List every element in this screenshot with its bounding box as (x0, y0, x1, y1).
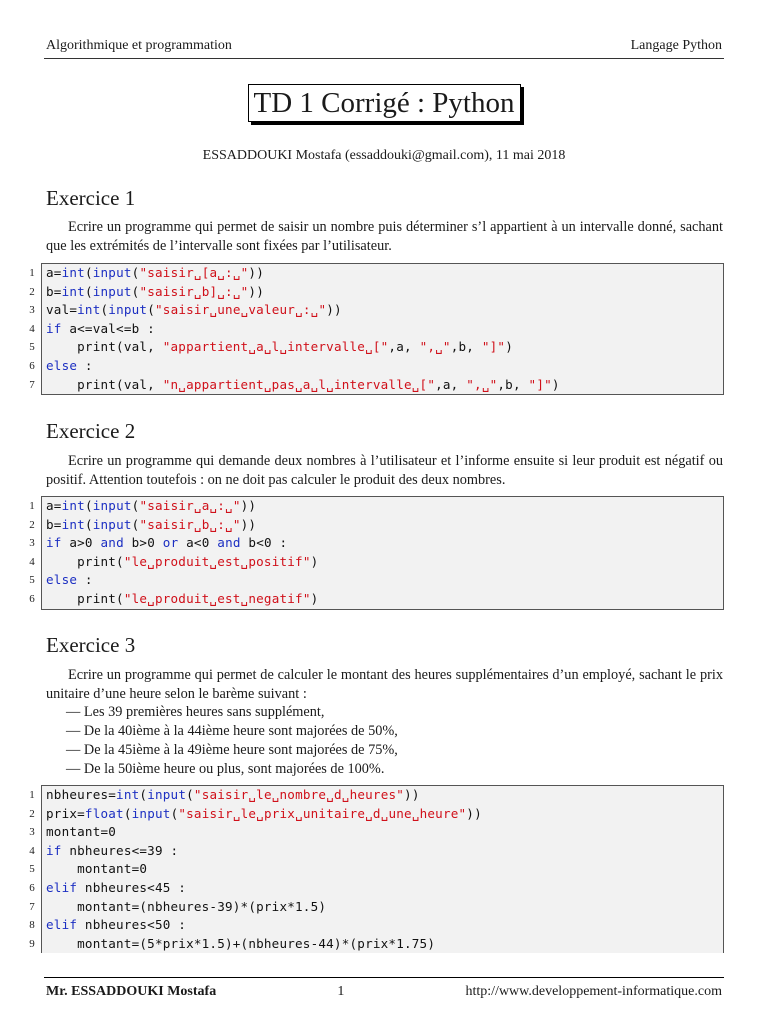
code-text: a<=val<=b : (61, 320, 155, 336)
line-number: 3 (29, 537, 35, 550)
code-string: ",␣" (419, 339, 451, 355)
code-text: nbheures<=39 : (61, 842, 179, 858)
code-text: )) (248, 265, 264, 280)
code-string: "saisir␣b␣:␣" (139, 516, 241, 532)
code-text: ) (310, 590, 319, 606)
list-item: — De la 50ième heure ou plus, sont majorées de 100%. (66, 761, 385, 777)
line-number: 9 (29, 937, 35, 950)
code-text: ( (147, 302, 156, 318)
code-string: "saisir␣le␣prix␣unitaire␣d␣une␣heure" (178, 805, 467, 821)
code-text: ( (84, 516, 93, 532)
code-text: ( (84, 265, 93, 280)
code-text: nbheures= (46, 787, 117, 802)
code-string: "]" (481, 339, 506, 355)
title-area (0, 84, 768, 122)
code-text: print( (46, 553, 124, 569)
code-text: )) (404, 787, 420, 802)
code-text: montant=(nbheures-39)*(prix*1.5) (46, 898, 327, 914)
code-text: val= (46, 302, 78, 318)
line-number: 1 (29, 500, 35, 512)
code-keyword: input (92, 516, 132, 532)
code-string: "saisir␣[a␣:␣" (139, 265, 249, 280)
code-text: ) (551, 376, 560, 392)
code-keyword: int (77, 302, 101, 318)
code-line (29, 516, 723, 535)
code-line (29, 283, 723, 302)
code-text: : (77, 357, 93, 373)
code-line (29, 842, 723, 861)
code-text: b>0 (123, 535, 163, 551)
code-text: )) (248, 283, 264, 299)
code-string: "le␣produit␣est␣negatif" (123, 590, 311, 606)
exercise-1-code (29, 263, 724, 395)
code-text: montant=0 (46, 861, 148, 877)
line-number: 3 (29, 304, 35, 317)
code-keyword: if (46, 535, 62, 551)
footer-url-link[interactable]: http://www.developpement-informatique.com (465, 984, 722, 999)
code-string: ",␣" (466, 376, 498, 392)
exercise-3-text: Ecrire un programme qui permet de calculer le montant des heures supplémentaires d’un employé, sachant le prix unitaire d’une heure selon le barème suivant : (46, 667, 723, 702)
code-text: ) (310, 553, 319, 569)
code-text: ,b, (497, 376, 529, 392)
exercise-3-title: Exercice 3 (46, 633, 136, 657)
header-left: Algorithmique et programmation (46, 38, 232, 53)
code-text: montant=0 (46, 824, 117, 840)
code-text: ( (131, 498, 140, 513)
code-line (29, 786, 723, 805)
code-keyword: input (147, 787, 187, 802)
exercise-3-code (29, 785, 724, 953)
code-keyword: int (61, 265, 85, 280)
header-rule (44, 58, 724, 59)
code-keyword: elif (46, 879, 78, 895)
code-text: montant=(5*prix*1.5)+(nbheures-44)*(prix*1.75) (46, 935, 436, 951)
code-text: ( (170, 805, 179, 821)
line-number: 2 (29, 807, 35, 820)
code-string: "saisir␣le␣nombre␣d␣heures" (193, 787, 405, 802)
code-line (29, 590, 723, 609)
code-line (29, 935, 723, 954)
code-text: a>0 (61, 535, 101, 551)
code-string: "]" (528, 376, 552, 392)
line-number: 7 (29, 378, 35, 391)
code-keyword: if (46, 320, 62, 336)
code-text: )) (240, 498, 257, 513)
code-text: b= (46, 283, 62, 299)
code-text: ( (186, 787, 194, 802)
code-keyword: int (61, 516, 85, 532)
code-text: )) (326, 302, 342, 318)
code-keyword: int (61, 283, 85, 299)
list-item: — De la 45ième à la 49ième heure sont majorées de 75%, (66, 742, 398, 758)
code-keyword: input (108, 302, 148, 318)
code-string: "n␣appartient␣pas␣a␣l␣intervalle␣[" (162, 376, 436, 392)
exercise-2-title: Exercice 2 (46, 419, 136, 443)
code-text: ,a, (388, 339, 420, 355)
header-right: Langage Python (630, 38, 722, 53)
code-keyword: else (46, 357, 78, 373)
code-string: "saisir␣une␣valeur␣:␣" (155, 302, 327, 318)
code-line (29, 805, 723, 824)
line-number: 5 (29, 574, 35, 587)
line-number: 4 (29, 322, 35, 335)
code-text: a<0 (178, 535, 218, 551)
page-number: 1 (337, 984, 345, 999)
code-keyword: int (61, 498, 85, 513)
code-line (29, 320, 723, 339)
code-text: ( (84, 283, 93, 299)
code-line (29, 264, 723, 283)
line-number: 7 (29, 900, 35, 913)
exercise-1-title: Exercice 1 (46, 186, 136, 210)
code-text: ( (131, 265, 140, 280)
code-line (29, 571, 723, 590)
code-keyword: elif (46, 917, 78, 933)
footer-author: Mr. ESSADDOUKI Mostafa (46, 984, 217, 999)
code-text: nbheures<45 : (77, 879, 187, 895)
code-line (29, 553, 723, 572)
code-keyword: and (217, 535, 241, 551)
code-text: ,b, (450, 339, 482, 355)
line-number: 6 (29, 592, 35, 605)
page-header (46, 36, 722, 56)
line-number: 4 (29, 844, 35, 857)
line-number: 8 (29, 919, 35, 932)
code-keyword: input (92, 283, 132, 299)
document-title: TD 1 Corrigé : Python (248, 84, 521, 122)
code-text: ( (131, 516, 140, 532)
code-text: : (77, 572, 93, 588)
code-string: "appartient␣a␣l␣intervalle␣[" (162, 339, 389, 355)
list-item: — Les 39 premières heures sans supplément, (66, 704, 325, 720)
exercise-2-code (29, 496, 724, 610)
code-text: a= (46, 498, 62, 513)
line-number: 3 (29, 826, 35, 839)
code-line (29, 534, 723, 553)
line-number: 5 (29, 341, 35, 354)
code-string: "le␣produit␣est␣positif" (123, 553, 311, 569)
code-text: print(val, (46, 339, 163, 355)
line-number: 2 (29, 285, 35, 298)
code-line (29, 497, 723, 516)
footer-rule (44, 977, 724, 978)
code-text: )) (466, 805, 482, 821)
code-text: b<0 : (240, 535, 288, 551)
code-line (29, 357, 723, 376)
code-keyword: float (84, 805, 124, 821)
code-line (29, 916, 723, 935)
line-number: 2 (29, 518, 35, 531)
author-line: ESSADDOUKI Mostafa (essaddouki@gmail.com), 11 mai 2018 (202, 148, 566, 163)
code-text: nbheures<50 : (77, 917, 187, 933)
line-number: 5 (29, 863, 35, 876)
code-text: ( (100, 302, 109, 318)
code-text: ,a, (435, 376, 467, 392)
code-line (29, 338, 723, 357)
code-text: b= (46, 516, 62, 532)
code-text: ( (131, 283, 140, 299)
code-line (29, 376, 723, 395)
code-keyword: input (92, 498, 132, 513)
code-keyword: input (131, 805, 171, 821)
code-line (29, 823, 723, 842)
code-text: ) (505, 339, 513, 355)
page-footer (46, 984, 722, 1000)
code-string: "saisir␣a␣:␣" (139, 498, 241, 513)
exercise-3-bullet-list (66, 703, 398, 779)
code-text: print( (46, 590, 124, 606)
code-keyword: else (46, 572, 78, 588)
code-text: ( (139, 787, 148, 802)
code-line (29, 860, 723, 879)
code-text: )) (240, 516, 257, 532)
code-text: ( (84, 498, 93, 513)
line-number: 1 (29, 789, 35, 801)
code-keyword: and (100, 535, 124, 551)
line-number: 6 (29, 881, 35, 894)
code-text: print(val, (46, 376, 163, 392)
code-keyword: input (92, 265, 132, 280)
code-line (29, 301, 723, 320)
line-number: 6 (29, 359, 35, 372)
exercise-1-text: Ecrire un programme qui permet de saisir un nombre puis déterminer s’l appartient à un intervalle donné, sachant que les extrémités de l’intervalle sont fixées par l’utilisateur. (46, 219, 723, 254)
code-keyword: or (162, 535, 179, 551)
code-text: ( (123, 805, 132, 821)
code-keyword: if (46, 842, 62, 858)
code-line (29, 898, 723, 917)
code-text: prix= (46, 805, 85, 821)
code-keyword: int (116, 787, 140, 802)
line-number: 1 (29, 267, 35, 279)
code-string: "saisir␣b]␣:␣" (139, 283, 249, 299)
line-number: 4 (29, 555, 35, 568)
code-line (29, 879, 723, 898)
list-item: — De la 40ième à la 44ième heure sont majorées de 50%, (66, 723, 398, 739)
exercise-2-text: Ecrire un programme qui demande deux nombres à l’utilisateur et l’informe ensuite si leur produit est négatif ou positif. Attention toutefois : on ne doit pas calculer le produit des deux nombres. (46, 453, 723, 488)
code-text: a= (46, 265, 62, 280)
